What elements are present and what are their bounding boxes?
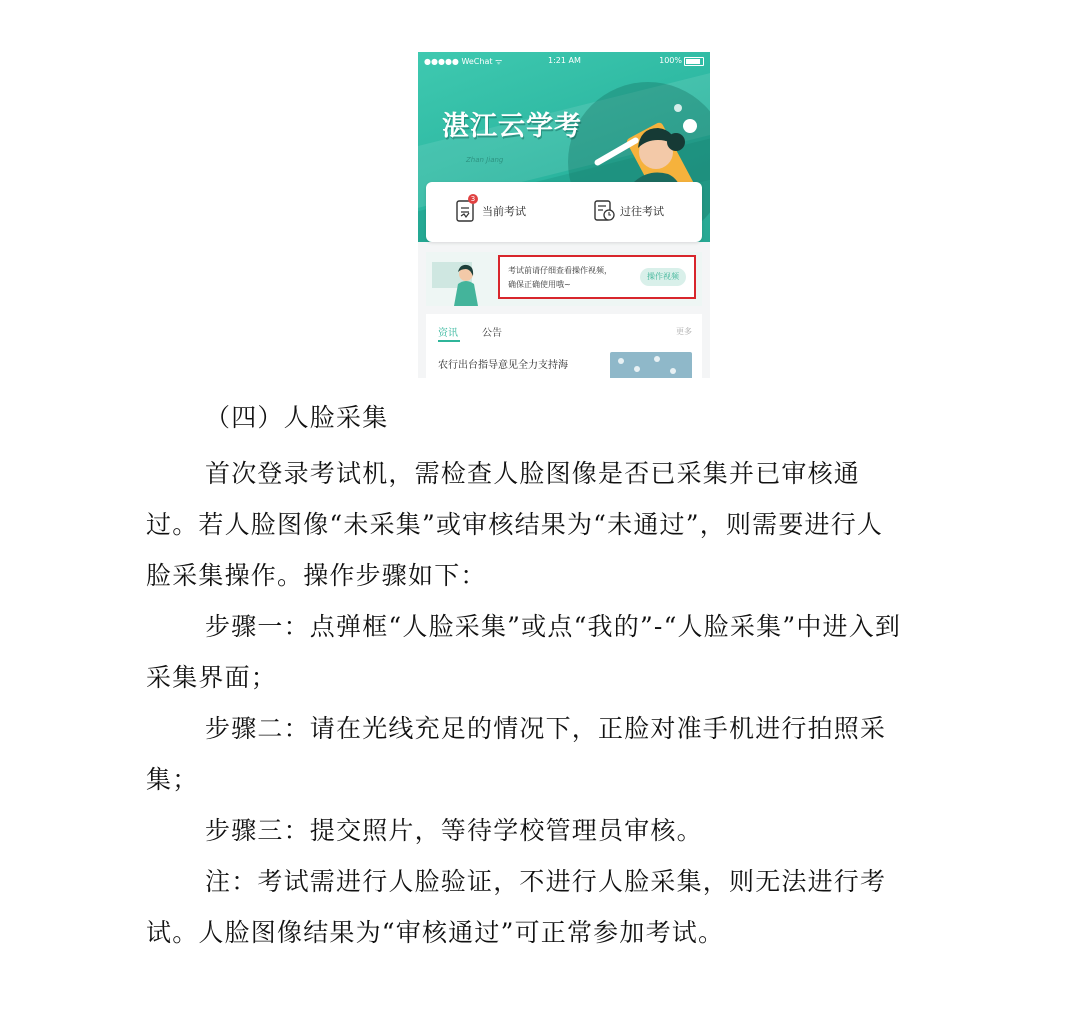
section-heading: （四）人脸采集 bbox=[205, 403, 389, 432]
paragraph-line: 过。若人脸图像“未采集”或审核结果为“未通过”，则需要进行人 bbox=[146, 510, 884, 539]
news-thumbnail[interactable] bbox=[610, 352, 692, 378]
paragraph-line: 首次登录考试机，需检查人脸图像是否已采集并已审核通 bbox=[205, 459, 861, 488]
tab-notice[interactable]: 公告 bbox=[482, 328, 502, 339]
notification-badge: 3 bbox=[468, 194, 478, 204]
clock-label: 1:21 AM bbox=[548, 56, 581, 65]
past-exam-label: 过往考试 bbox=[620, 205, 664, 218]
note-line: 试。人脸图像结果为“审核通过”可正常参加考试。 bbox=[146, 918, 725, 947]
more-link[interactable]: 更多 bbox=[676, 327, 692, 336]
step-three-line: 步骤三：提交照片，等待学校管理员审核。 bbox=[205, 816, 703, 845]
news-headline[interactable]: 农行出台指导意见全力支持海 bbox=[438, 360, 568, 371]
exam-tabs-card bbox=[426, 182, 702, 242]
tutorial-hint-highlight bbox=[498, 255, 696, 299]
history-document-icon bbox=[594, 200, 612, 222]
tutorial-hint-text: 考试前请仔细查看操作视频， 确保正确使用哦~ bbox=[508, 266, 612, 289]
current-exam-button[interactable] bbox=[456, 195, 526, 222]
status-bar bbox=[418, 52, 710, 70]
tutorial-banner bbox=[426, 252, 702, 306]
step-two-line: 集； bbox=[146, 765, 199, 794]
app-title: 湛江云学考 bbox=[442, 111, 582, 142]
hero-signature: Zhan Jiang bbox=[466, 156, 504, 164]
tutorial-video-button[interactable]: 操作视频 bbox=[640, 268, 686, 286]
past-exam-button[interactable] bbox=[594, 200, 664, 222]
current-exam-label: 当前考试 bbox=[482, 205, 526, 218]
note-line: 注：考试需进行人脸验证，不进行人脸采集，则无法进行考 bbox=[205, 867, 887, 896]
step-two-line: 步骤二：请在光线充足的情况下，正脸对准手机进行拍照采 bbox=[205, 714, 887, 743]
step-one-line: 步骤一：点弹框“人脸采集”或点“我的”-“人脸采集”中进入到 bbox=[205, 612, 902, 641]
battery-icon bbox=[684, 57, 704, 66]
step-one-line: 采集界面； bbox=[146, 663, 278, 692]
teacher-illustration-icon bbox=[428, 254, 498, 306]
app-screenshot bbox=[418, 52, 710, 378]
battery-label: 100% bbox=[659, 56, 682, 65]
paragraph-line: 脸采集操作。操作步骤如下： bbox=[146, 561, 487, 590]
document-icon bbox=[456, 195, 476, 222]
tab-news[interactable]: 资讯 bbox=[438, 324, 458, 339]
carrier-label: ●●●●● WeChat ᯤ bbox=[424, 57, 503, 66]
news-section bbox=[426, 314, 702, 378]
